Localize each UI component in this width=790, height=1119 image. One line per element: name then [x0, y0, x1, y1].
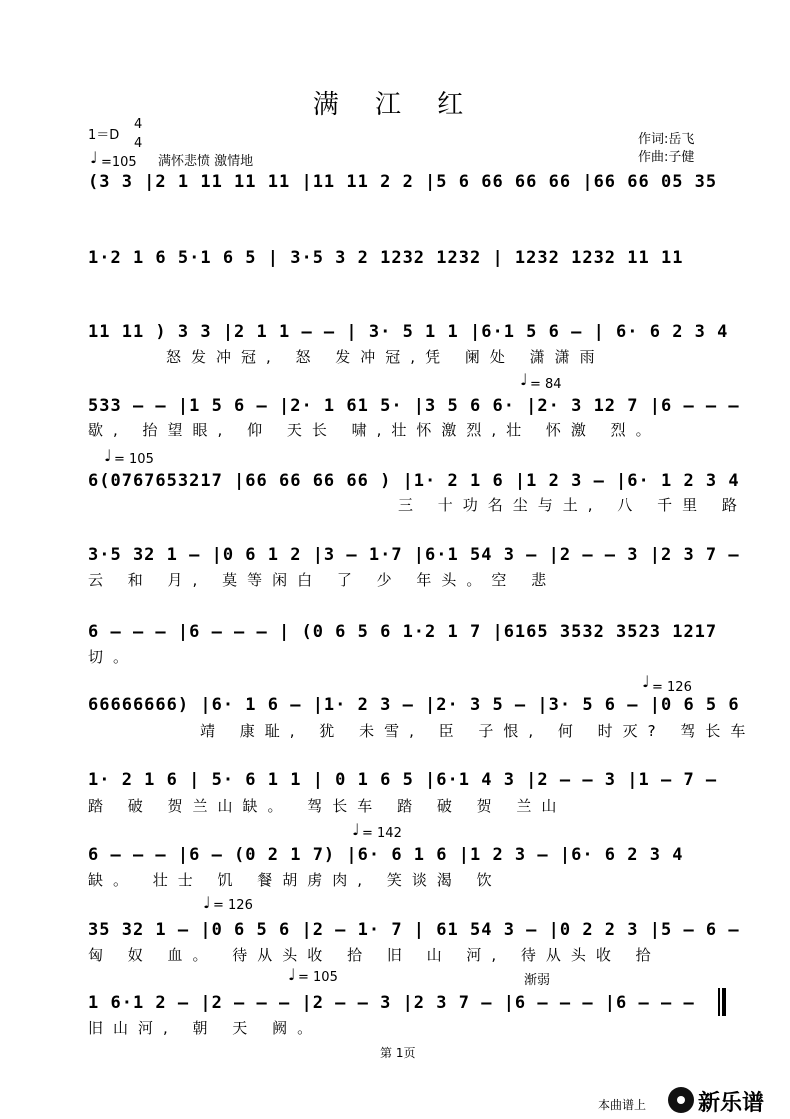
lyrics-line: 切。 — [88, 648, 139, 666]
notation-row: 35 32 1 – |0 6 5 6 |2 – 1· 7 | 61 54 3 – |0 2 2 3 |5 – 6 – — [88, 920, 740, 940]
tempo-mark: = 142 — [362, 826, 402, 841]
notation-row: 66666666) |6· 1 6 – |1· 2 3 – |2· 3 5 – |3· 5 6 – |0 6 5 6 — [88, 695, 740, 715]
lyrics-line: 三 十功名尘与土, 八 千里 路 — [398, 496, 747, 514]
footer-text: 本曲谱上 — [598, 1098, 647, 1112]
tempo-initial: =105 — [101, 155, 137, 170]
lyrics-line: 旧山河, 朝 天 阙。 — [88, 1019, 323, 1037]
lyrics-line: 怒发冲冠, 怒 发冲冠,凭 阑处 潇潇雨 — [166, 348, 605, 366]
lyrics-line: 云 和 月, 莫等闲白 了 少 年头。空 悲 — [88, 571, 557, 589]
notation-row: 11 11 ) 3 3 |2 1 1 – – | 3· 5 1 1 |6·1 5 6 – | 6· 6 2 3 4 — [88, 322, 729, 342]
song-title: 满 江 红 — [312, 90, 478, 120]
composer: 作曲:子健 — [638, 150, 695, 165]
tempo-mark: = 126 — [652, 680, 692, 695]
expression-mark: 满怀悲愤 激情地 — [158, 154, 254, 169]
notation-row: 6 – – – |6 – – – | (0 6 5 6 1·2 1 7 |6165 3532 3523 1217 — [88, 622, 718, 642]
lyrics-line: 歇, 抬望眼, 仰 天长 啸,壮怀激烈,壮 怀激 烈。 — [88, 421, 661, 439]
notation-row: 1· 2 1 6 | 5· 6 1 1 | 0 1 6 5 |6·1 4 3 |2 – – 3 |1 – 7 – — [88, 770, 718, 790]
notation-row: 1 6·1 2 – |2 – – – |2 – – 3 |2 3 7 – |6 – – – |6 – – – — [88, 993, 695, 1013]
brand-name: 新乐谱 — [698, 1091, 765, 1116]
quarter-note-icon: ♩ — [352, 820, 360, 839]
lyrics-line: 踏 破 贺兰山缺。 驾长车 踏 破 贺 兰山 — [88, 797, 567, 815]
tempo-mark: = 126 — [213, 898, 253, 913]
page-number: 第 1页 — [380, 1046, 416, 1060]
quarter-note-icon: ♩ — [203, 893, 211, 912]
notation-row: (3 3 |2 1 11 11 11 |11 11 2 2 |5 6 66 66 66 |66 66 05 35 — [88, 172, 718, 192]
quarter-note-icon: ♩ — [104, 446, 112, 465]
quarter-note-icon: ♩ — [520, 370, 528, 389]
tempo-mark: = 105 — [114, 452, 154, 467]
quarter-note-icon: ♩ — [642, 672, 650, 691]
time-signature-bottom: 4 — [134, 136, 143, 151]
brand-logo-icon — [668, 1087, 694, 1113]
notation-row: 533 – – |1 5 6 – |2· 1 61 5· |3 5 6 6· |2· 3 12 7 |6 – – – — [88, 396, 740, 416]
dynamic-mark: 渐弱 — [524, 973, 551, 988]
lyrics-line: 靖 康耻, 犹 未雪, 臣 子恨, 何 时灭? 驾长车 — [200, 722, 756, 740]
quarter-note-icon: ♩ — [90, 148, 98, 167]
double-barline-thick — [722, 988, 726, 1016]
time-signature-top: 4 — [134, 117, 143, 132]
tempo-mark: = 105 — [298, 970, 338, 985]
lyrics-line: 缺。 壮士 饥 餐胡虏肉, 笑谈渴 饮 — [88, 871, 502, 889]
notation-row: 3·5 32 1 – |0 6 1 2 |3 – 1·7 |6·1 54 3 – |2 – – 3 |2 3 7 – — [88, 545, 740, 565]
notation-row: 6(0767653217 |66 66 66 66 ) |1· 2 1 6 |1 2 3 – |6· 1 2 3 4 — [88, 471, 740, 491]
lyricist: 作词:岳飞 — [638, 132, 695, 147]
notation-row: 6 – – – |6 – (0 2 1 7) |6· 6 1 6 |1 2 3 – |6· 6 2 3 4 — [88, 845, 684, 865]
lyrics-line: 匈 奴 血。 待从头收 拾 旧 山 河, 待从头收 拾 — [88, 946, 661, 964]
quarter-note-icon: ♩ — [288, 965, 296, 984]
tempo-mark: = 84 — [530, 377, 562, 392]
key-signature: 1＝D — [88, 128, 120, 143]
notation-row: 1·2 1 6 5·1 6 5 | 3·5 3 2 1232 1232 | 1232 1232 11 11 — [88, 248, 684, 268]
double-barline-thin — [718, 988, 720, 1016]
